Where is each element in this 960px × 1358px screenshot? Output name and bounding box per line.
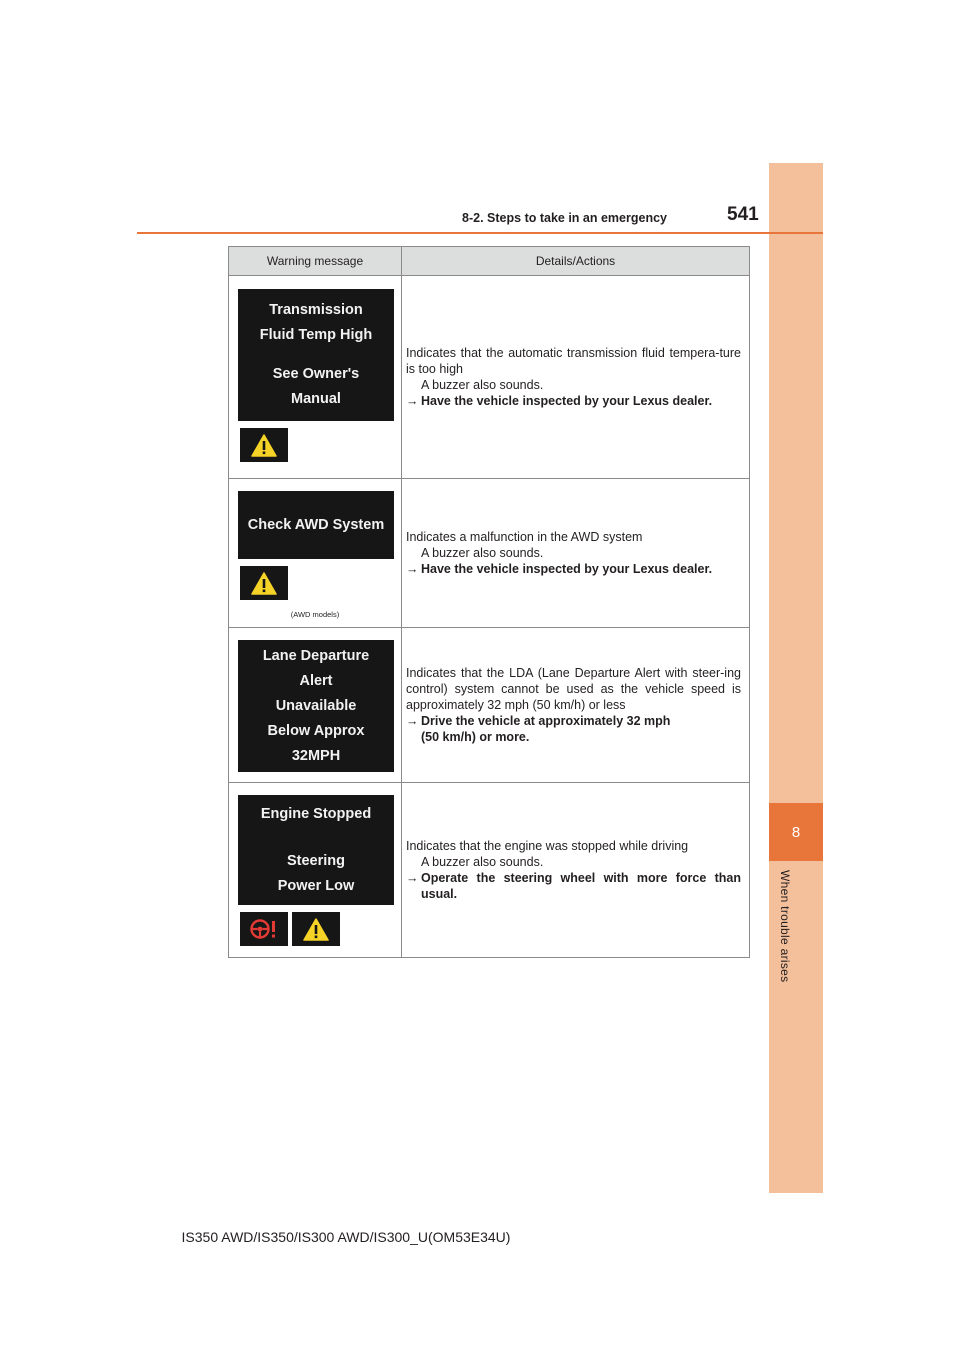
chapter-title: When trouble arises — [778, 870, 792, 983]
warning-triangle-icon — [240, 428, 288, 462]
section-title: 8-2. Steps to take in an emergency — [462, 211, 667, 225]
screen-line: 32MPH — [291, 747, 341, 764]
action-label: (50 km/h) or more. — [421, 730, 530, 744]
table-row — [229, 628, 750, 783]
details-cell — [402, 276, 750, 479]
action-label: Have the vehicle inspected by your Lexus dealer. — [421, 562, 713, 576]
message-cell — [229, 628, 402, 783]
screen-line: Lane Departure — [262, 647, 370, 664]
screen-line: Check AWD System — [247, 516, 385, 533]
details-cell — [402, 783, 750, 958]
action-text — [406, 870, 741, 902]
table-row — [229, 783, 750, 958]
screen-line: Below Approx — [267, 722, 365, 739]
screen-line: Steering — [286, 852, 345, 869]
warning-triangle-icon — [292, 912, 340, 946]
description-text: Indicates that the engine was stopped while driving — [406, 839, 689, 853]
arrow-icon: → — [406, 871, 419, 885]
table-row — [229, 276, 750, 479]
display-screen — [238, 491, 394, 559]
chapter-number-badge: 8 — [769, 803, 823, 861]
screen-line: Engine Stopped — [260, 805, 372, 822]
action-label: Drive the vehicle at approximately 32 mph — [421, 714, 671, 728]
action-text — [406, 713, 741, 729]
arrow-icon: → — [406, 714, 419, 728]
display-screen — [238, 795, 394, 905]
action-text — [406, 393, 741, 409]
side-chapter-tab — [769, 163, 823, 1193]
details-cell — [402, 628, 750, 783]
message-cell — [229, 783, 402, 958]
screen-line: Alert — [299, 672, 333, 689]
action-label: Have the vehicle inspected by your Lexus dealer. — [421, 394, 713, 408]
details-cell — [402, 479, 750, 628]
screen-line: See Owner's — [272, 366, 360, 382]
table-row — [229, 479, 750, 628]
warning-triangle-icon — [240, 566, 288, 600]
display-screen — [238, 640, 394, 772]
model-note: (AWD models) — [290, 610, 340, 619]
action-label: Operate the steering wheel with more force than usual. — [421, 871, 741, 901]
arrow-icon: → — [406, 562, 419, 576]
power-steering-warning-icon — [240, 912, 288, 946]
column-header-message: Warning message — [229, 247, 402, 276]
page-number: 541 — [727, 204, 759, 225]
screen-line: Fluid Temp High — [259, 327, 373, 343]
footer-model-code: IS350 AWD/IS350/IS300 AWD/IS300_U(OM53E34U) — [181, 1229, 511, 1245]
message-cell — [229, 479, 402, 628]
description-text: Indicates that the LDA (Lane Departure Alert with steer-ing control) system cannot be used as the vehicle speed is approximately 32 mph (50 km/h) or less — [406, 666, 741, 712]
buzzer-text: A buzzer also sounds. — [421, 855, 544, 869]
table-header-row — [229, 247, 750, 276]
screen-line: Transmission — [269, 302, 363, 318]
header-rule — [137, 232, 823, 234]
screen-line: Unavailable — [275, 697, 357, 714]
arrow-icon: → — [406, 394, 419, 408]
description-text: Indicates a malfunction in the AWD system — [406, 530, 643, 544]
buzzer-text: A buzzer also sounds. — [421, 378, 544, 392]
display-screen — [238, 289, 394, 421]
warning-message-table — [228, 246, 750, 958]
action-text — [406, 561, 741, 577]
screen-line: Power Low — [277, 877, 355, 894]
screen-line: Manual — [291, 391, 341, 407]
action-text-continued — [406, 729, 741, 745]
message-cell — [229, 276, 402, 479]
column-header-details: Details/Actions — [402, 247, 750, 276]
description-text: Indicates that the automatic transmission fluid tempera-ture is too high — [406, 346, 741, 376]
buzzer-text: A buzzer also sounds. — [421, 546, 544, 560]
